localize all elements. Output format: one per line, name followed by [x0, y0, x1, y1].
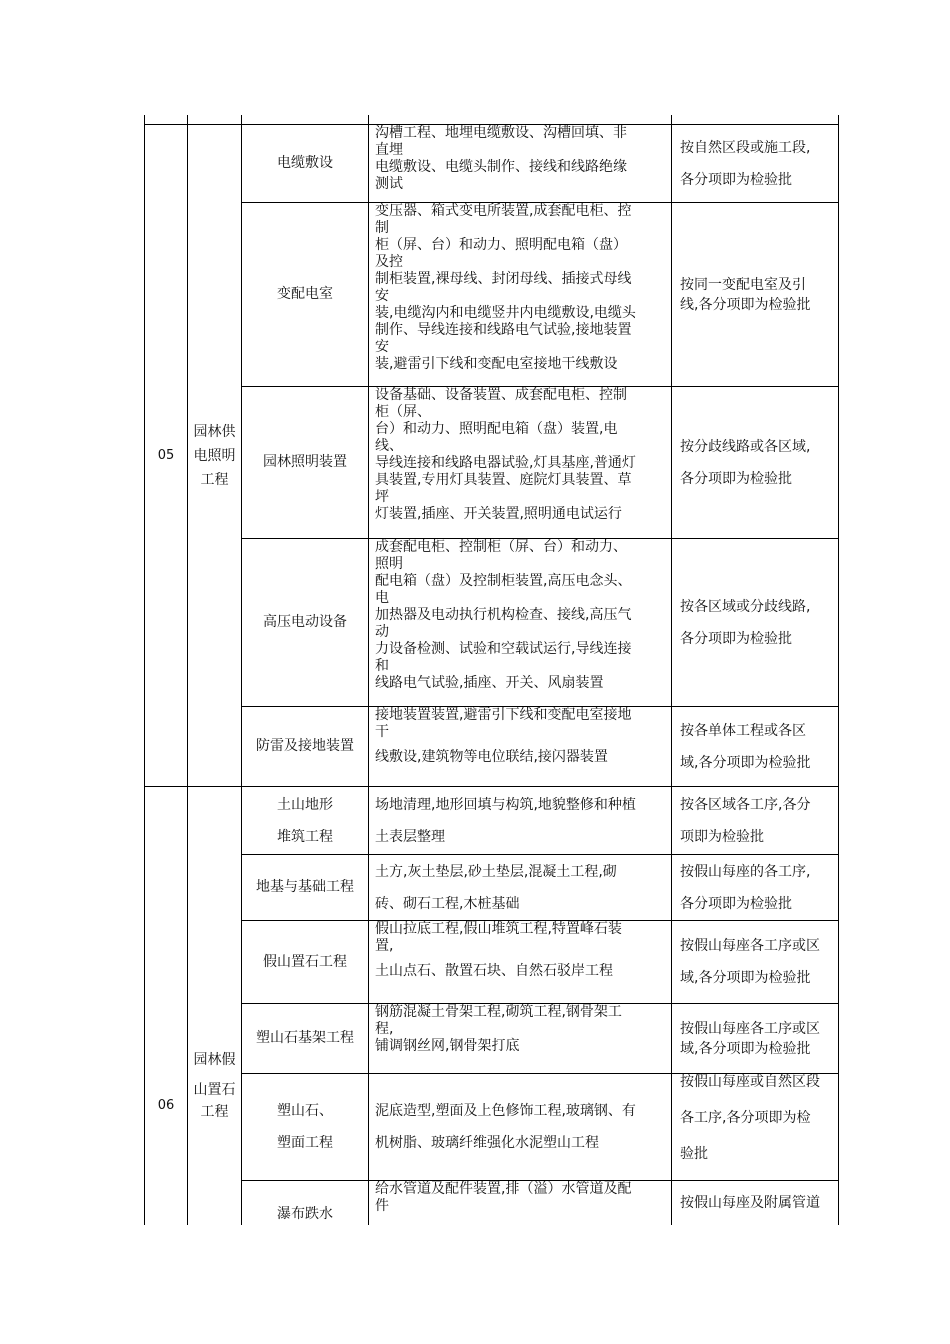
- batch-line: 按假山每座及附属管道: [680, 1194, 820, 1211]
- content-line: 直埋: [375, 142, 403, 158]
- batch-line: 各分项即为检验批: [680, 171, 792, 188]
- content-line: 线、: [375, 438, 403, 454]
- content-line: 沟槽工程、地埋电缆敷设、沟槽回填、非: [375, 125, 627, 141]
- grid-vline-6: [838, 115, 839, 1225]
- batch-line: 按同一变配电室及引: [680, 276, 806, 293]
- content-line: 场地清理,地形回填与构筑,地貌整修和种植: [375, 796, 636, 813]
- group-05-title: [188, 125, 241, 786]
- content-line: 台）和动力、照明配电箱（盘）装置,电: [375, 421, 618, 437]
- content-line: 加热器及电动执行机构检查、接线,高压气: [375, 607, 632, 623]
- item-content: [375, 125, 670, 202]
- item-batch: [680, 855, 838, 920]
- batch-line: 按各单体工程或各区: [680, 722, 806, 739]
- content-line: 动: [375, 624, 389, 640]
- group-title-line: 工程: [200, 471, 229, 488]
- content-line: 土表层整理: [375, 828, 445, 845]
- batch-line: 各分项即为检验批: [680, 630, 792, 647]
- item-name: [242, 539, 368, 706]
- group-title-line: 山置石: [193, 1082, 236, 1098]
- content-line: 制: [375, 220, 389, 236]
- content-line: 照明: [375, 556, 403, 572]
- group-06-title: [188, 787, 241, 1225]
- group-title-line: 园林供: [193, 423, 236, 440]
- content-line: 测试: [375, 176, 403, 192]
- batch-line: 按各区域各工序,各分: [680, 796, 811, 813]
- item-content: [375, 787, 670, 854]
- item-batch: [680, 203, 838, 386]
- content-line: 砖、砌石工程,木桩基础: [375, 895, 520, 912]
- batch-line: 域,各分项即为检验批: [680, 1040, 811, 1057]
- batch-line: 线,各分项即为检验批: [680, 296, 811, 313]
- content-line: 力设备检测、试验和空载试运行,导线连接: [375, 641, 632, 657]
- item-batch: [680, 707, 838, 786]
- batch-line: 各分项即为检验批: [680, 895, 792, 912]
- batch-line: 按假山每座的各工序,: [680, 863, 811, 880]
- content-line: 土山点石、散置石块、自然石驳岸工程: [375, 963, 613, 979]
- item-name: [242, 125, 368, 202]
- content-line: 置,: [375, 938, 394, 954]
- content-line: 泥底造型,塑面及上色修饰工程,玻璃钢、有: [375, 1103, 636, 1119]
- item-content: [375, 1181, 670, 1225]
- content-line: 制柜装置,裸母线、封闭母线、插接式母线: [375, 271, 632, 287]
- item-batch: [680, 1181, 838, 1225]
- batch-line: 按各区域或分歧线路,: [680, 598, 811, 615]
- item-name: [242, 387, 368, 538]
- content-line: 和: [375, 658, 389, 674]
- content-line: 钢筋混凝土骨架工程,砌筑工程,钢骨架工: [375, 1004, 622, 1020]
- batch-line: 按假山每座各工序或区: [680, 938, 820, 954]
- item-name-line: 假山置石工程: [263, 953, 347, 970]
- item-name-line: 防雷及接地装置: [256, 738, 354, 754]
- item-content: [375, 203, 670, 386]
- content-line: 机树脂、玻璃纤维强化水泥塑山工程: [375, 1135, 599, 1151]
- item-name-line: 变配电室: [277, 286, 333, 302]
- batch-line: 域,各分项即为检验批: [680, 754, 811, 771]
- item-name: [242, 1074, 368, 1180]
- group-06-code: [145, 787, 187, 1225]
- group-title-line: 工程: [200, 1104, 229, 1120]
- content-line: 设备基础、设备装置、成套配电柜、控制: [375, 387, 627, 403]
- content-line: 坪: [375, 489, 389, 505]
- grid-vline-5: [671, 115, 672, 1225]
- content-line: 柜（屏、台）和动力、照明配电箱（盘）: [375, 237, 627, 253]
- content-line: 安: [375, 339, 389, 355]
- content-line: 及控: [375, 254, 403, 270]
- content-line: 程,: [375, 1021, 394, 1037]
- item-content: [375, 1004, 670, 1073]
- group-title-line: 园林假: [193, 1052, 236, 1068]
- batch-line: 按自然区段或施工段,: [680, 139, 811, 156]
- item-name-line: 堆筑工程: [277, 828, 333, 845]
- batch-line: 按分歧线路或各区域,: [680, 438, 811, 455]
- content-line: 柜（屏、: [375, 404, 431, 420]
- item-batch: [680, 1064, 838, 1170]
- item-name: [242, 921, 368, 1003]
- content-line: 安: [375, 288, 389, 304]
- item-name: [242, 855, 368, 920]
- group-05-code: [145, 125, 187, 786]
- content-line: 配电箱（盘）及控制柜装置,高压电念头、: [375, 573, 632, 589]
- item-content: [375, 539, 670, 706]
- item-name: [242, 787, 368, 854]
- batch-line: 按假山每座各工序或区: [680, 1020, 820, 1037]
- content-line: 线敷设,建筑物等电位联结,接闪器装置: [375, 749, 608, 765]
- item-content: [375, 855, 670, 920]
- item-name: [242, 1181, 368, 1225]
- content-line: 接地装置装置,避雷引下线和变配电室接地: [375, 707, 632, 723]
- content-line: 变压器、箱式变电所装置,成套配电柜、控: [375, 203, 632, 219]
- batch-line: 各分项即为检验批: [680, 470, 792, 487]
- grid-vline-4: [368, 115, 369, 1225]
- content-line: 成套配电柜、控制柜（屏、台）和动力、: [375, 539, 627, 555]
- item-content: [375, 921, 670, 1003]
- content-line: 装,避雷引下线和变配电室接地干线敷设: [375, 356, 618, 372]
- content-line: 电: [375, 590, 389, 606]
- item-batch: [680, 921, 838, 1003]
- group-title-line: 电照明: [193, 447, 236, 464]
- batch-line: 项即为检验批: [680, 828, 764, 845]
- item-name-line: 塑山石基架工程: [256, 1030, 354, 1046]
- item-batch: [680, 787, 838, 854]
- item-name-line: 塑面工程: [277, 1135, 333, 1151]
- content-line: 干: [375, 724, 389, 740]
- item-name-line: 园林照明装置: [263, 454, 347, 470]
- content-line: 线路电气试验,插座、开关、风扇装置: [375, 675, 604, 691]
- item-batch: [680, 1004, 838, 1073]
- content-line: 给水管道及配件装置,排（溢）水管道及配: [375, 1181, 632, 1197]
- item-name: [242, 1004, 368, 1073]
- content-line: 假山拉底工程,假山堆筑工程,特置峰石装: [375, 921, 622, 937]
- item-batch: [680, 387, 838, 538]
- item-name-line: 地基与基础工程: [256, 879, 354, 895]
- content-line: 土方,灰土垫层,砂土垫层,混凝土工程,砌: [375, 863, 617, 880]
- content-line: 具装置,专用灯具装置、庭院灯具装置、草: [375, 472, 632, 488]
- batch-line: 验批: [680, 1146, 708, 1162]
- item-name-line: 高压电动设备: [263, 614, 347, 630]
- item-name: [242, 203, 368, 386]
- item-name-line: 电缆敷设: [277, 155, 333, 171]
- item-name: [242, 707, 368, 786]
- item-content: [375, 387, 670, 538]
- item-name-line: 瀑布跌水: [277, 1206, 333, 1222]
- item-batch: [680, 539, 838, 706]
- item-batch: [680, 125, 838, 202]
- group-code-text: 06: [157, 1098, 175, 1113]
- batch-line: 域,各分项即为检验批: [680, 970, 811, 986]
- batch-line: 按假山每座或自然区段: [680, 1074, 820, 1090]
- item-name-line: 塑山石、: [277, 1103, 333, 1119]
- item-content: [375, 1074, 670, 1180]
- batch-line: 各工序,各分项即为检: [680, 1110, 811, 1126]
- content-line: 灯装置,插座、开关装置,照明通电试运行: [375, 506, 622, 522]
- item-name-line: 土山地形: [277, 796, 333, 813]
- content-line: 装,电缆沟内和电缆竖井内电缆敷设,电缆头: [375, 305, 636, 321]
- content-line: 件: [375, 1198, 389, 1214]
- content-line: 铺调钢丝网,钢骨架打底: [375, 1038, 520, 1054]
- group-code-text: 05: [157, 448, 175, 463]
- content-line: 制作、导线连接和线路电气试验,接地装置: [375, 322, 632, 338]
- item-content: [375, 707, 670, 786]
- content-line: 导线连接和线路电器试验,灯具基座,普通灯: [375, 455, 636, 471]
- content-line: 电缆敷设、电缆头制作、接线和线路绝缘: [375, 159, 627, 175]
